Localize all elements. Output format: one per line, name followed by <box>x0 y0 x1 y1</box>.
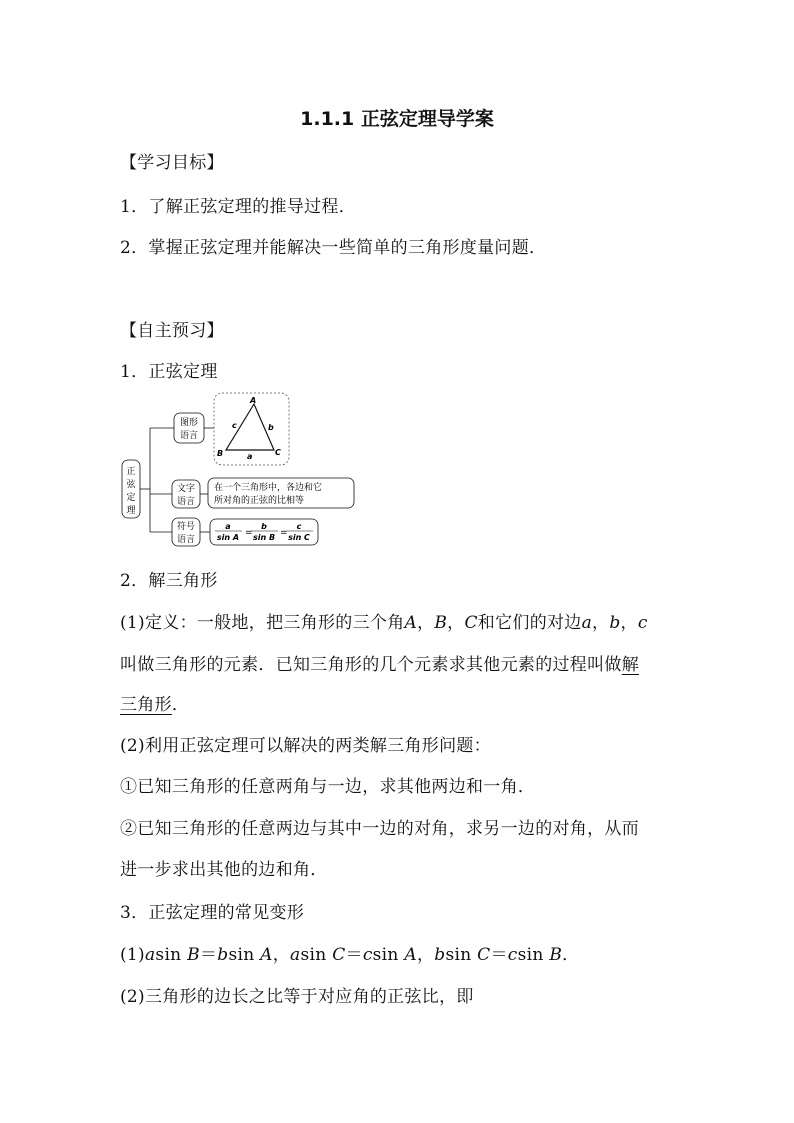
formula-den-c: sin C <box>288 533 310 542</box>
preview-heading: 【自主预习】 <box>120 321 224 341</box>
branch-graphic-label-2: 语言 <box>179 431 199 441</box>
triangle-side-b: b <box>268 423 274 432</box>
triangle-vertex-a: A <box>250 396 257 405</box>
formula-num-c: c <box>296 522 302 531</box>
problem-types-intro: (2)利用正弦定理可以解决的两类解三角形问题： <box>120 736 491 756</box>
definition-line-2: 叫做三角形的元素．已知三角形的几个元素求其他元素的过程叫做解 <box>120 655 640 675</box>
root-char-4: 理 <box>126 506 136 516</box>
section-3-title: 3．正弦定理的常见变形 <box>120 903 305 923</box>
formula-num-b: b <box>261 522 267 531</box>
formula-eq-2: = <box>280 528 288 538</box>
objective-item-1: 1．了解正弦定理的推导过程． <box>120 197 357 217</box>
branch-symbol-label-2: 语言 <box>176 535 196 545</box>
triangle-side-c: c <box>232 421 237 430</box>
text-statement-line-1: 在一个三角形中，各边和它 <box>214 483 323 493</box>
section-1-title: 1．正弦定理 <box>120 362 218 382</box>
formula-eq-1: = <box>245 528 253 538</box>
page-title: 1.1.1 正弦定理导学案 <box>300 108 494 130</box>
text-statement-line-2: 所对角的正弦的比相等 <box>214 496 305 506</box>
variant-2: (2)三角形的边长之比等于对应角的正弦比，即 <box>120 987 474 1007</box>
triangle-vertex-b: B <box>217 449 224 458</box>
formula-num-a: a <box>225 522 231 531</box>
section-2-title: 2．解三角形 <box>120 571 218 591</box>
definition-line-1: (1)定义：一般地，把三角形的三个角A，B，C和它们的对边a，b，c <box>120 613 648 633</box>
branch-text-label-1: 文字 <box>176 484 196 494</box>
root-char-2: 弦 <box>126 480 136 490</box>
problem-type-1: ①已知三角形的任意两角与一边，求其他两边和一角． <box>120 777 536 797</box>
variant-1: (1)asin B＝bsin A，asin C＝csin A，bsin C＝csin B． <box>120 945 580 965</box>
formula-den-a: sin A <box>216 533 240 542</box>
objective-item-2: 2．掌握正弦定理并能解决一些简单的三角形度量问题． <box>120 238 547 258</box>
branch-text-label-2: 语言 <box>176 497 196 507</box>
problem-type-2-line-1: ②已知三角形的任意两边与其中一边的对角，求另一边的对角，从而 <box>120 819 639 839</box>
triangle-vertex-c: C <box>275 448 281 457</box>
branch-symbol-label-1: 符号 <box>176 522 196 532</box>
root-char-3: 定 <box>126 493 136 503</box>
objectives-heading: 【学习目标】 <box>120 153 224 173</box>
formula-den-b: sin B <box>252 533 276 542</box>
triangle-side-a: a <box>247 452 253 461</box>
root-char-1: 正 <box>126 467 136 477</box>
branch-graphic-label-1: 图形 <box>179 418 199 428</box>
sine-law-concept-diagram <box>118 390 358 550</box>
problem-type-2-line-2: 进一步求出其他的边和角． <box>120 860 328 880</box>
definition-line-3: 三角形． <box>120 695 190 715</box>
